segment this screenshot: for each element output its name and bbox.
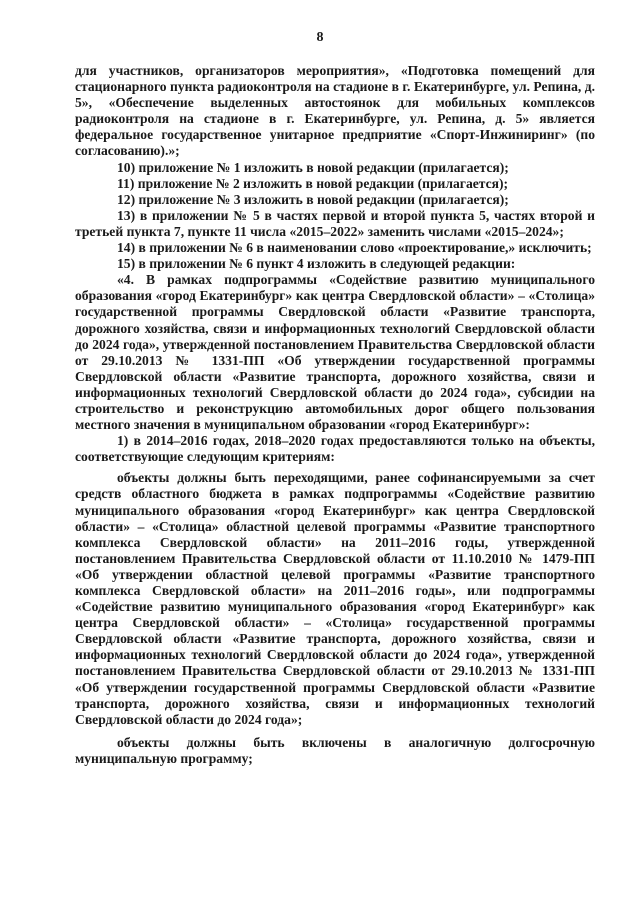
- quoted-point-4: «4. В рамках подпрограммы «Содействие развитию муниципального образования «город Екатеринбург» как центра Свердловской области» – «Столица» государственной программы Свердловской области «Развитие транспорта, дорожного хозяйства, связи и информационных технологий Свердловской области до 2024 года», утвержденной постановлением Правительства Свердловской области от 29.10.2013 № 1331-ПП «Об утверждении государственной программы Свердловской области «Развитие транспорта, дорожного хозяйства, связи и информационных технологий Свердловской области до 2024 года», субсидии на строительство и реконструкцию автомобильных дорог общего пользования местного значения в муниципальном образовании «город Екатеринбург»:: [75, 272, 595, 433]
- list-item-10: 10) приложение № 1 изложить в новой редакции (прилагается);: [117, 159, 509, 175]
- page-number: 8: [316, 30, 324, 45]
- list-item-12: 12) приложение № 3 изложить в новой редакции (прилагается);: [117, 191, 509, 207]
- paragraph-continuation: для участников, организаторов мероприятия», «Подготовка помещений для стационарного пункта радиоконтроля на стадионе в г. Екатеринбурге, ул. Репина, д. 5», «Обеспечение выделенных автостоянок для мобильных комплексов радиоконтроля на стадионе в г. Екатеринбурге, ул. Репина, д. 5» является федеральное государственное унитарное предприятие «Спорт-Инжиниринг» (по согласованию).»;: [75, 63, 595, 159]
- list-item-15: 15) в приложении № 6 пункт 4 изложить в следующей редакции:: [117, 256, 516, 272]
- criterion-paragraph-2: объекты должны быть включены в аналогичную долгосрочную муниципальную программу;: [75, 734, 595, 766]
- subpoint-1: 1) в 2014–2016 годах, 2018–2020 годах предоставляются только на объекты, соответствующие следующим критериям:: [75, 433, 595, 465]
- criterion-paragraph-1: объекты должны быть переходящими, ранее софинансируемыми за счет средств областного бюджета в рамках подпрограммы «Содействие развитию муниципального образования «город Екатеринбург» как центра Свердловской области» – «Столица» областной целевой программы «Развитие транспортного комплекса Свердловской области» на 2011–2016 годы, утвержденной постановлением Правительства Свердловской области от 11.10.2010 № 1479-ПП «Об утверждении областной целевой программы «Развитие транспортного комплекса Свердловской области» на 2011–2016 годы», или подпрограммы «Содействие развитию муниципального образования «город Екатеринбург» как центра Свердловской области» – «Столица» государственной программы Свердловской области «Развитие транспорта, дорожного хозяйства, связи и информационных технологий Свердловской области до 2024 года», утвержденной постановлением Правительства Свердловской области от 29.10.2013 № 1331-ПП «Об утверждении государственной программы Свердловской области «Развитие транспорта, дорожного хозяйства, связи и информационных технологий Свердловской области до 2024 года»;: [75, 470, 595, 727]
- document-body: [75, 63, 595, 767]
- list-item-14: 14) в приложении № 6 в наименовании слово «проектирование,» исключить;: [117, 240, 592, 256]
- list-item-13: 13) в приложении № 5 в частях первой и второй пункта 5, частях второй и третьей пункта 7, пункте 11 числа «2015–2022» заменить числами «2015–2024»;: [75, 207, 595, 239]
- list-item-11: 11) приложение № 2 изложить в новой редакции (прилагается);: [117, 175, 509, 191]
